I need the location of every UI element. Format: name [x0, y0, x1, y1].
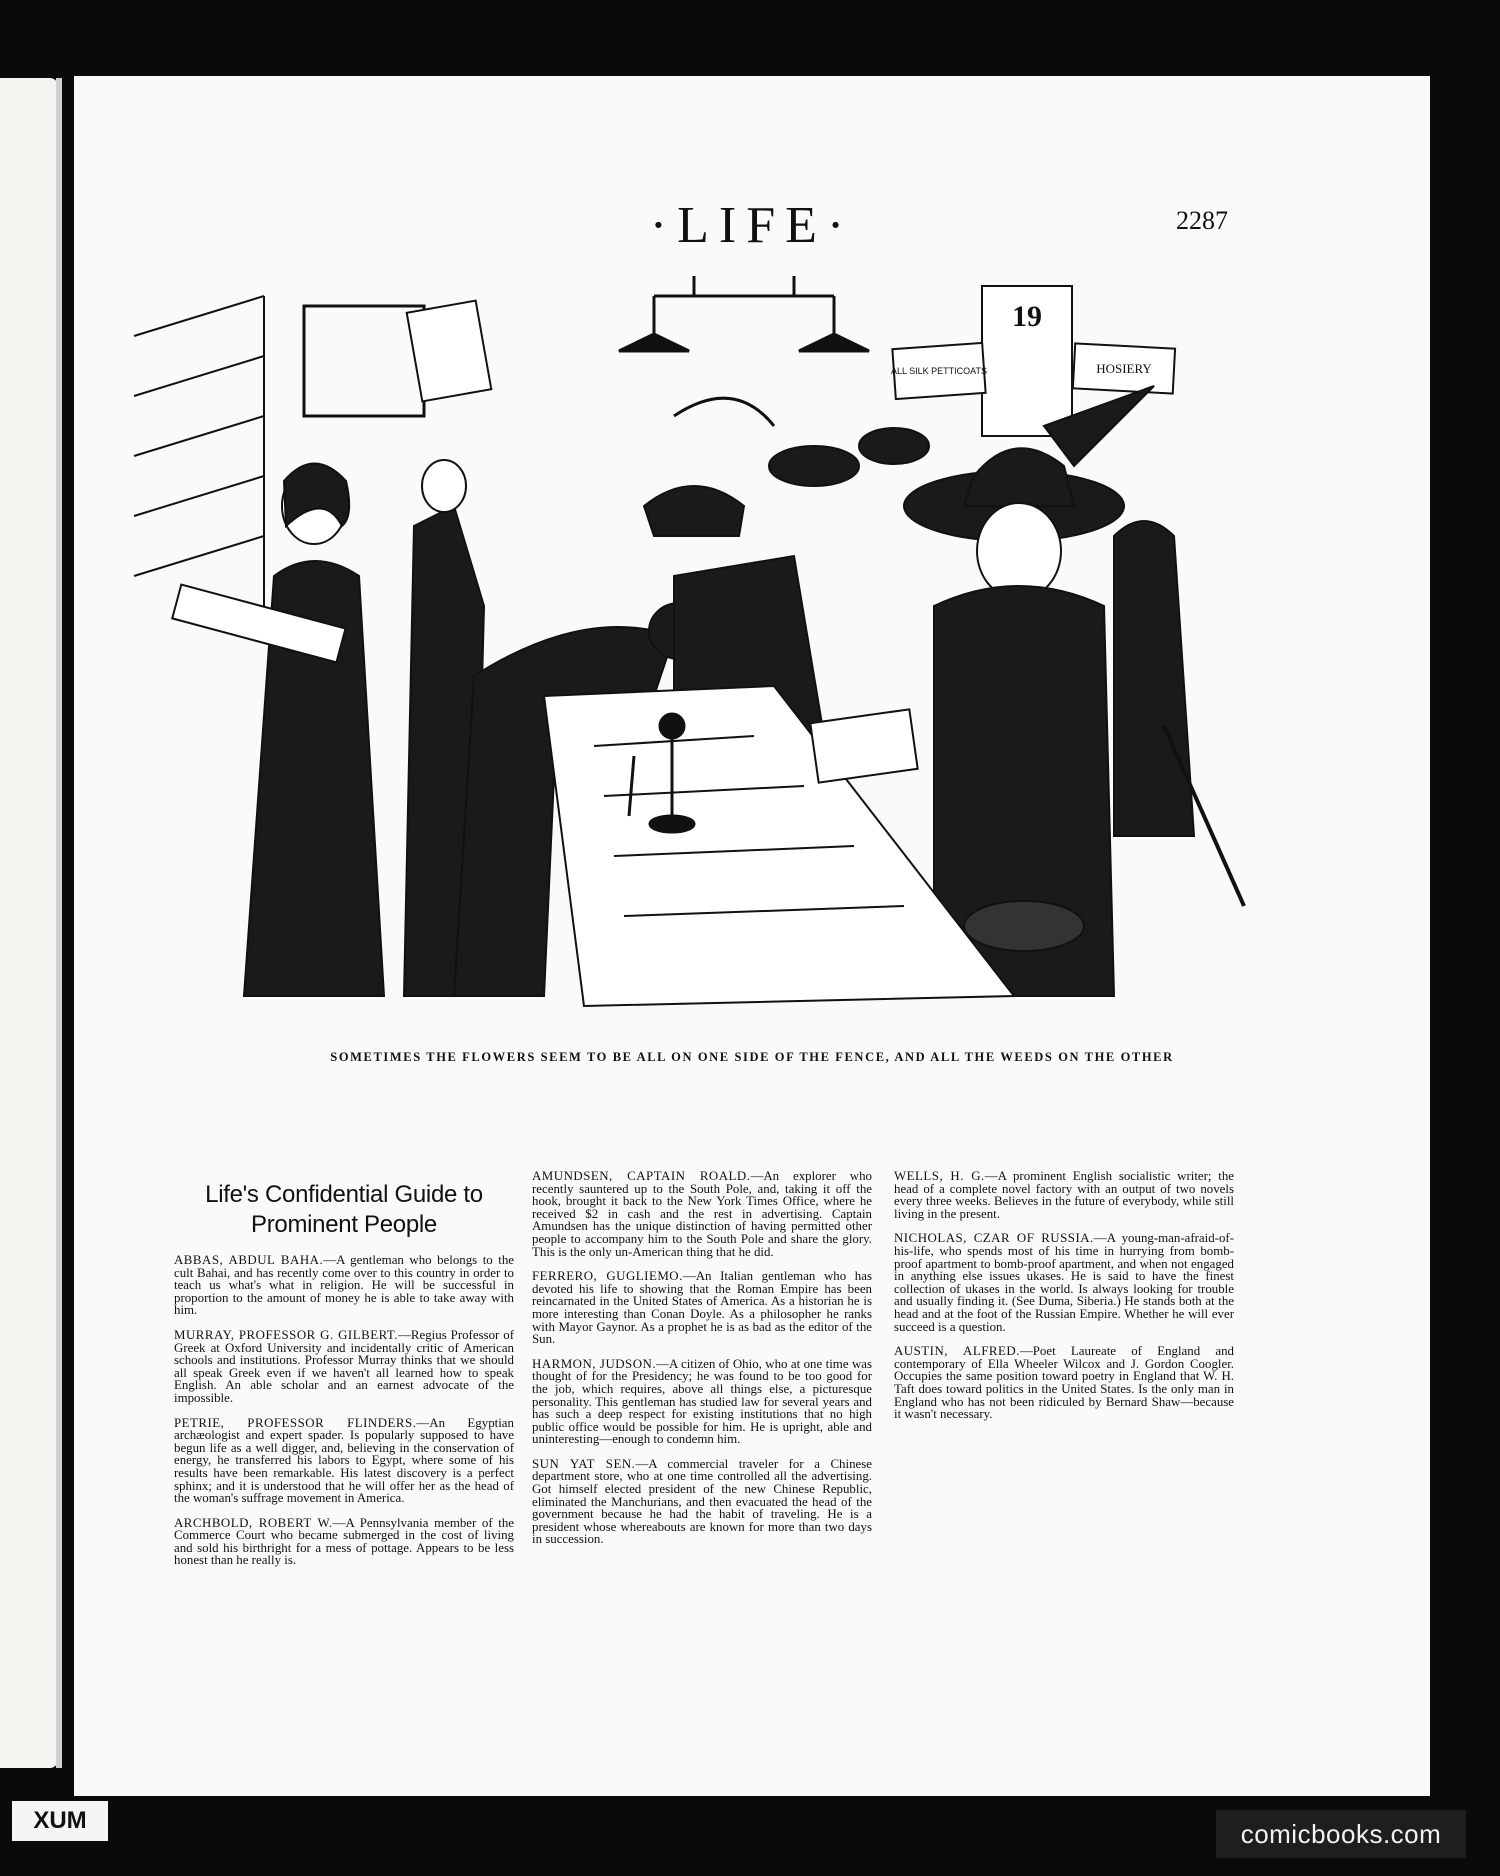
- entry-archbold: ARCHBOLD, ROBERT W.—A Pennsylvania member of the Commerce Court who became submerged in the cost of living and sold his birthright for a mess of pottage. Appears to be less honest than he really is.: [174, 1515, 515, 1568]
- watermark: comicbooks.com: [1216, 1810, 1466, 1858]
- entry-abbas: ABBAS, ABDUL BAHA.—A gentleman who belongs to the cult Bahai, and has recently come over to this country in order to teach us what's what in religion. He will be successful in proportion to the amount of money he is able to take away with him.: [174, 1253, 514, 1318]
- sign-number: 19: [1012, 300, 1042, 333]
- text-column-2: [532, 1170, 872, 1558]
- entry-murray: MURRAY, PROFESSOR G. GILBERT.—Regius Professor of Greek at Oxford University and incidentally critic of American schools and institutions. Professor Murray thinks that we should all speak Greek even if we haven't all learned how to speak English. An able scholar and an earnest advocate of the impossible.: [174, 1327, 514, 1405]
- entry-petrie: PETRIE, PROFESSOR FLINDERS.—An Egyptian archæologist and expert spader. Is popularly supposed to have begun life as a well digger, and, believing in the conservation of energy, he transferred his labors to Egypt, where some of his results have been remarkable. His latest discovery is a perfect sphinx; and it is understood that he will offer her as the head of the woman's suffrage movement in America.: [174, 1415, 514, 1506]
- entry-austin: AUSTIN, ALFRED.—Poet Laureate of England and contemporary of Ella Wheeler Wilcox and J. Gordon Coogler. Occupies the same position toward poetry in England that W. H. Taft does toward politics in the United States. Is the only man in England who has not been ridiculed by Bernard Shaw—because it wasn't necessary.: [894, 1344, 1234, 1422]
- facing-page-edge: [0, 78, 58, 1768]
- entry-nicholas: NICHOLAS, CZAR OF RUSSIA.—A young-man-afraid-of-his-life, who spends most of his time in hurrying from bomb-proof apartment to bomb-proof apartment, and when not engaged in anything else issues ukases. He is said to have the finest collection of ukases in the world. Is always looking for trouble and usually finding it. (See Duma, Siberia.) He stands both at the head and at the foot of the Russian Empire. Whether he will ever succeed is a question.: [894, 1231, 1234, 1334]
- page-number: 2287: [1176, 206, 1228, 235]
- sign-petticoats: ALL SILK PETTICOATS: [890, 366, 988, 376]
- entry-wells: WELLS, H. G.—A prominent English socialistic writer; the head of a complete novel factory with an output of two novels every three weeks. Believes in the future of everybody, while still living in the present.: [894, 1169, 1234, 1221]
- article-title: Life's Confidential Guide to Prominent People: [205, 1181, 483, 1238]
- illustration: [114, 276, 1354, 1016]
- magazine-page: [74, 76, 1430, 1796]
- masthead: ·LIFE·: [649, 197, 855, 254]
- entry-sun-yat-sen: SUN YAT SEN.—A commercial traveler for a Chinese department store, who at one time controlled all the advertising. Got himself elected president of the new Chinese Republic, eliminated the Manchurians, and then evacuated the head of the government because he had the habit of traveling. He is a president whose whereabouts are known for more than two days in succession.: [532, 1456, 872, 1547]
- sign-hosiery: HOSIERY: [1096, 361, 1152, 376]
- entry-amundsen: AMUNDSEN, CAPTAIN ROALD.—An explorer who recently sauntered up to the South Pole, and, taking it off the hook, brought it back to the New York Times Office, where he received $2 in cash and the rest in advertising. Captain Amundsen has the unique distinction of having permitted other people to accompany him to the South Pole and share the glory. This is the only un-American thing that he did.: [532, 1169, 872, 1259]
- text-column-1: [174, 1172, 514, 1579]
- illustration-caption: SOMETIMES THE FLOWERS SEEM TO BE ALL ON ONE SIDE OF THE FENCE, AND ALL THE WEEDS ON THE OTHER: [330, 1050, 1174, 1064]
- text-column-3: [894, 1170, 1234, 1433]
- entry-ferrero: FERRERO, GUGLIEMO.—An Italian gentleman who has devoted his life to showing that the Roman Empire has been reincarnated in the United States of America. As a historian he is more interesting than Conan Doyle. As a philosopher he ranks with Mayor Gaynor. As a prophet he is as bad as the editor of the Sun.: [532, 1269, 872, 1347]
- entry-harmon: HARMON, JUDSON.—A citizen of Ohio, who at one time was thought of for the Presidency; he was found to be too good for the job, which requires, above all things else, a picturesque personality. This gentleman has studied law for several years and has such a deep respect for existing institutions that no high public office would be possible for him. He is upright, able and uninteresting—enough to condemn him.: [532, 1356, 872, 1447]
- archive-stamp: XUM: [12, 1801, 108, 1841]
